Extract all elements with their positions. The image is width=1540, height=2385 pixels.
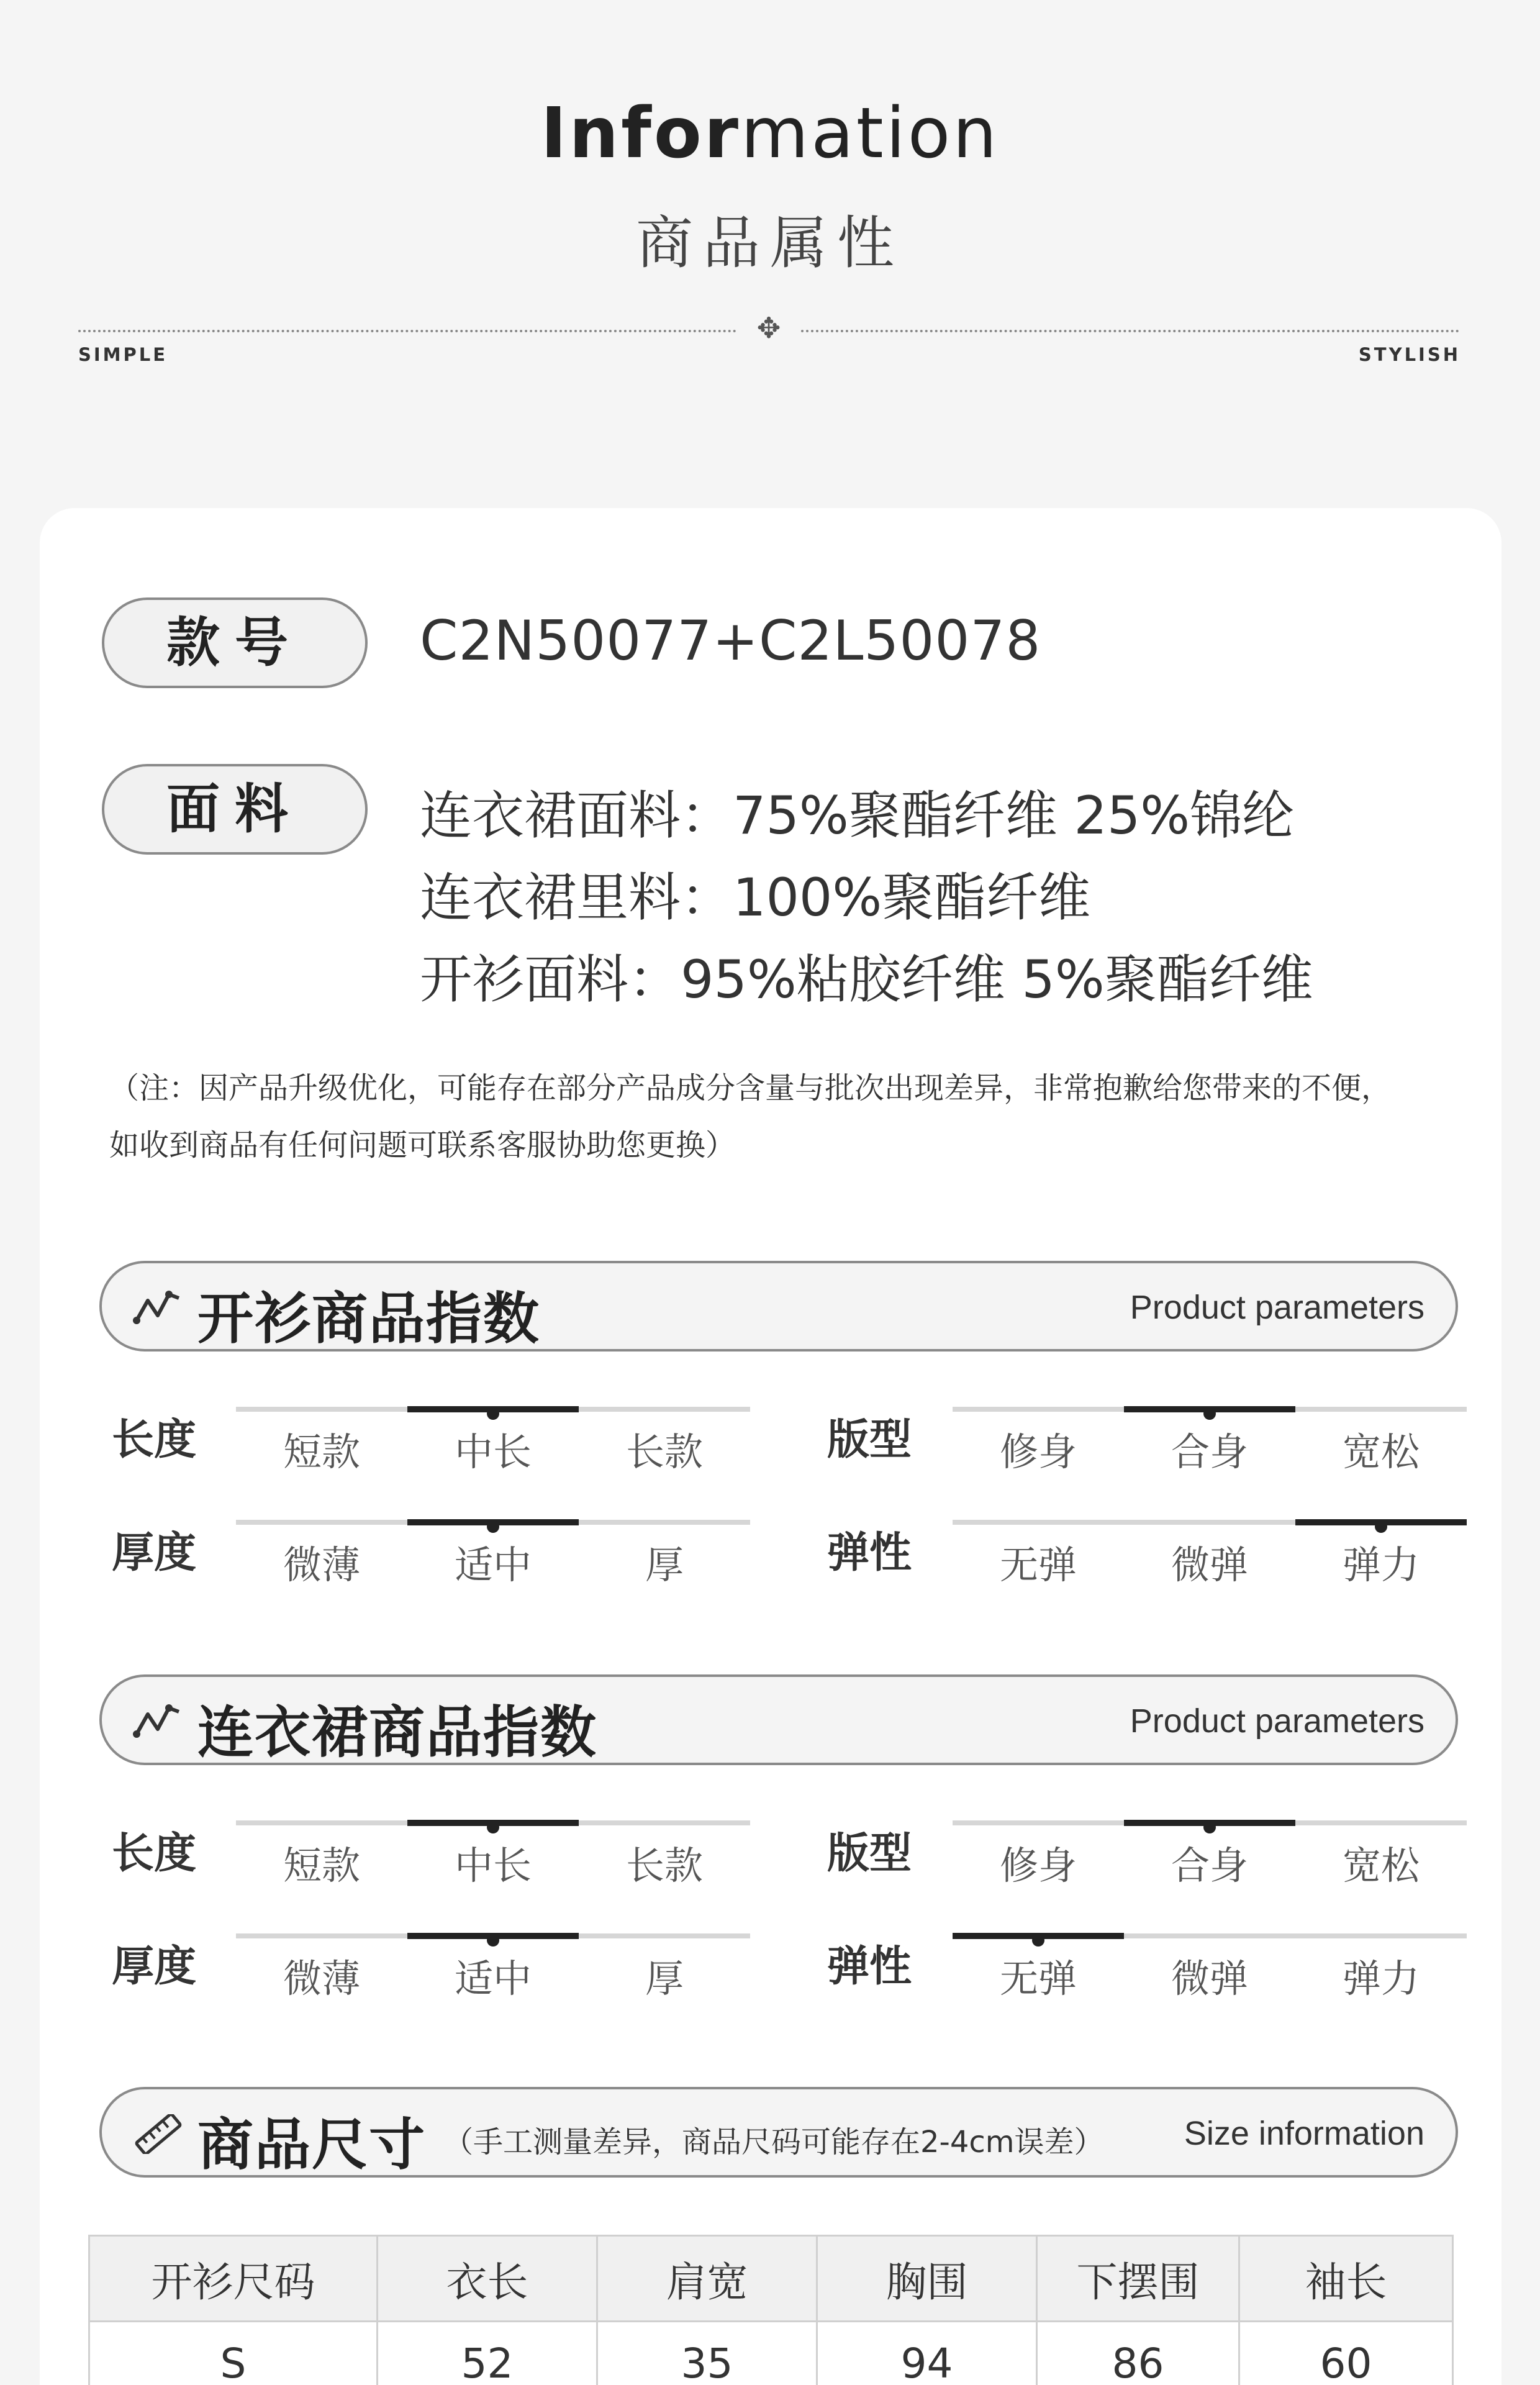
size-note: （手工测量差异，商品尺码可能存在2-4cm误差） (443, 2125, 1104, 2160)
trend-line-icon (133, 1288, 184, 1328)
param-option: 短款 (283, 1843, 360, 1888)
param-label: 弹性 (827, 1529, 912, 1578)
param-scale-dot (1032, 1934, 1044, 1947)
table-cell: 86 (1037, 2322, 1239, 2385)
param-option: 适中 (454, 1956, 532, 2001)
param-scale-dot (1375, 1520, 1387, 1533)
section-title: 商品尺寸 (197, 2112, 426, 2178)
fabric-line-dress-shell: 连衣裙面料：75%聚酯纤维 25%锦纶 (420, 785, 1295, 846)
param-option: 厚 (645, 1542, 684, 1588)
header-bust: 胸围 (817, 2236, 1037, 2322)
param-scale-dot (1203, 1407, 1216, 1420)
param-option: 修身 (999, 1429, 1077, 1474)
title-light-part: mation (741, 93, 1000, 174)
header-length: 衣长 (378, 2236, 597, 2322)
param-scale-dot (487, 1821, 499, 1833)
table-cell: 52 (378, 2322, 597, 2385)
tag-simple: SIMPLE (78, 344, 168, 365)
param-label: 弹性 (827, 1942, 912, 1991)
table-cell: 60 (1239, 2322, 1453, 2385)
param-option: 适中 (454, 1542, 532, 1588)
param-option: 长款 (625, 1843, 703, 1888)
title-bold-part: Infor (540, 93, 741, 174)
move-cross-icon: ✥ (756, 311, 781, 345)
section-title: 连衣裙商品指数 (197, 1700, 597, 1765)
param-option: 微薄 (283, 1542, 360, 1588)
param-option: 合身 (1171, 1843, 1248, 1888)
trend-line-icon (133, 1702, 184, 1742)
table-cell: 35 (597, 2322, 817, 2385)
header-size: 开衫尺码 (89, 2236, 378, 2322)
param-label: 长度 (112, 1829, 197, 1878)
param-option: 合身 (1171, 1429, 1248, 1474)
section-bar-size (99, 2087, 1458, 2178)
note-line-1: （注：因产品升级优化，可能存在部分产品成分含量与批次出现差异，非常抱歉给您带来的不便， (109, 1071, 1392, 1106)
param-option: 无弹 (999, 1956, 1077, 2001)
divider-left (78, 330, 736, 332)
ruler-icon (133, 2114, 184, 2154)
header-hem: 下摆围 (1037, 2236, 1239, 2322)
fabric-line-cardigan: 开衫面料：95%粘胶纤维 5%聚酯纤维 (420, 949, 1313, 1010)
param-scale-dot (1203, 1821, 1216, 1833)
param-label: 长度 (112, 1415, 197, 1465)
header-sleeve: 袖长 (1239, 2236, 1453, 2322)
table-cell: S (89, 2322, 378, 2385)
page-title (0, 93, 1540, 174)
section-en-title: Size information (1184, 2115, 1424, 2152)
fabric-label-pill: 面料 (102, 764, 368, 855)
param-option: 短款 (283, 1429, 360, 1474)
section-bar-dress (99, 1674, 1458, 1765)
table-cell: 94 (817, 2322, 1037, 2385)
param-option: 长款 (625, 1429, 703, 1474)
param-option: 修身 (999, 1843, 1077, 1888)
param-option: 微薄 (283, 1956, 360, 2001)
param-option: 中长 (454, 1843, 532, 1888)
param-scale-dot (487, 1520, 499, 1533)
param-scale-dot (487, 1934, 499, 1947)
header-shoulder: 肩宽 (597, 2236, 817, 2322)
param-option: 微弹 (1171, 1542, 1248, 1588)
section-en-title: Product parameters (1130, 1289, 1424, 1326)
style-label-pill: 款号 (102, 597, 368, 688)
fabric-line-dress-lining: 连衣裙里料：100%聚酯纤维 (420, 867, 1091, 928)
section-title: 开衫商品指数 (197, 1286, 540, 1352)
section-en-title: Product parameters (1130, 1702, 1424, 1740)
table-row (89, 2322, 1453, 2385)
param-label: 厚度 (112, 1942, 197, 1991)
param-option: 中长 (454, 1429, 532, 1474)
style-number: C2N50077+C2L50078 (420, 609, 1041, 673)
table-header-row (89, 2236, 1453, 2322)
param-option: 弹力 (1342, 1956, 1420, 2001)
tag-stylish: STYLISH (1358, 344, 1461, 365)
param-option: 宽松 (1342, 1429, 1420, 1474)
param-option: 宽松 (1342, 1843, 1420, 1888)
page-subtitle: 商品属性 (635, 210, 904, 276)
param-option: 微弹 (1171, 1956, 1248, 2001)
section-bar-cardigan (99, 1261, 1458, 1352)
note-line-2: 如收到商品有任何问题可联系客服协助您更换） (109, 1128, 736, 1163)
param-label: 版型 (827, 1829, 912, 1878)
param-option: 弹力 (1342, 1542, 1420, 1588)
param-option: 无弹 (999, 1542, 1077, 1588)
param-label: 厚度 (112, 1529, 197, 1578)
param-scale-dot (487, 1407, 499, 1420)
param-option: 厚 (645, 1956, 684, 2001)
param-label: 版型 (827, 1415, 912, 1465)
size-table (88, 2235, 1454, 2385)
divider-right (801, 330, 1459, 332)
